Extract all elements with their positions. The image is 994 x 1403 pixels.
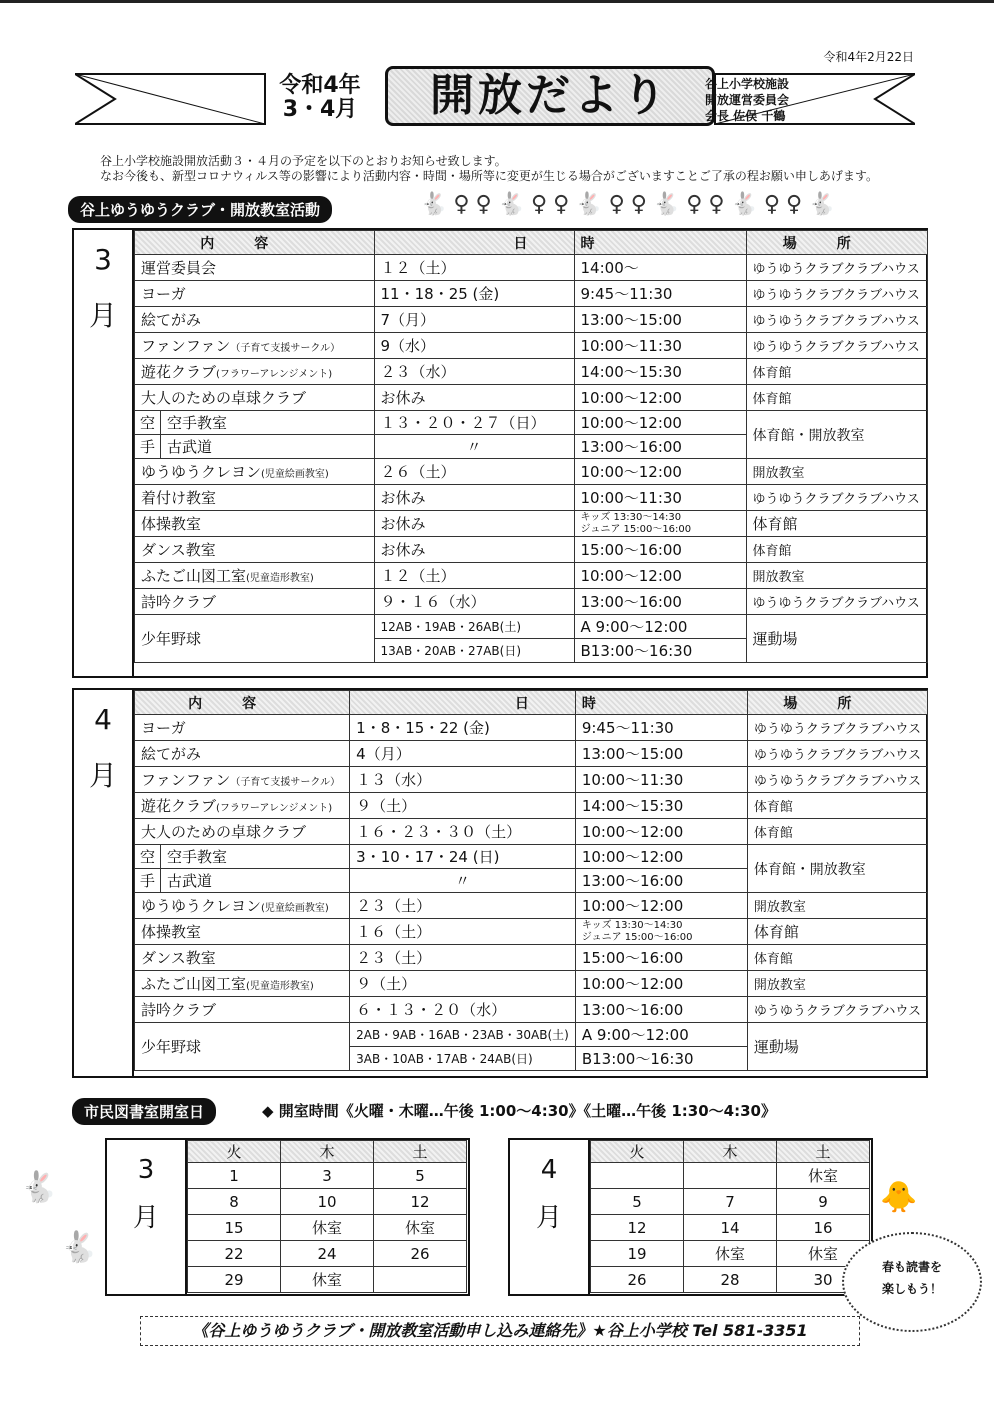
table-row — [135, 819, 928, 845]
activity-name — [135, 741, 350, 767]
calendar-cell: 休室 — [281, 1215, 374, 1241]
activity-time: 10:00～12:00 — [574, 563, 746, 589]
activity-title: ふたご山図工室 — [141, 567, 247, 585]
table-row — [135, 485, 928, 511]
activity-date: 〃 — [350, 869, 576, 893]
activity-time: A 9:00～12:00 — [575, 1023, 747, 1047]
activity-title: ヨーガ — [141, 285, 186, 303]
activity-time: 10:00～12:00 — [574, 459, 746, 485]
activity-name — [135, 793, 350, 819]
table-row — [135, 459, 928, 485]
activity-name — [135, 333, 375, 359]
karate-char: 空 — [135, 411, 161, 435]
activity-time: 10:00～12:00 — [574, 385, 746, 411]
activity-subtitle: (フラワーアレンジメント) — [216, 369, 333, 380]
rabbit-icon-row: 🐇♀♀🐇♀♀🐇♀♀🐇♀♀🐇♀♀🐇 — [420, 192, 842, 217]
org-line: 会長 佐俣 千鶴 — [705, 109, 786, 123]
activity-time: 13:00～16:00 — [574, 435, 746, 459]
activity-time: B13:00～16:30 — [574, 639, 746, 663]
table-row — [135, 741, 928, 767]
title-banner — [75, 66, 915, 136]
activity-place: 体育館・開放教室 — [746, 411, 927, 459]
era-label — [265, 74, 375, 122]
schedule-table — [134, 230, 928, 663]
table-row — [135, 1023, 928, 1047]
month-label — [510, 1140, 590, 1294]
library-march — [105, 1138, 470, 1296]
activity-title: ヨーガ — [141, 719, 186, 737]
activity-date: 13AB・20AB・27AB(日) — [374, 639, 574, 663]
activity-time: 10:00～12:00 — [575, 971, 747, 997]
activity-time: 10:00～12:00 — [575, 845, 747, 869]
activity-date: お休み — [374, 511, 574, 537]
table-row — [135, 333, 928, 359]
day-header: 土 — [374, 1141, 467, 1163]
calendar-cell: 5 — [591, 1189, 684, 1215]
activity-time: 10:00～11:30 — [575, 767, 747, 793]
header-time: 時 — [575, 691, 747, 715]
organization — [705, 76, 815, 124]
table-row — [135, 307, 928, 333]
calendar-row — [591, 1215, 870, 1241]
activity-title: ふたご山図工室 — [141, 975, 247, 993]
activity-name — [135, 485, 375, 511]
activity-place: ゆうゆうクラブクラブハウス — [746, 255, 927, 281]
intro-line: 谷上小学校施設開放活動３・４月の予定を以下のとおりお知らせ致します。 — [100, 154, 507, 168]
activity-place: ゆうゆうクラブクラブハウス — [747, 715, 927, 741]
calendar-row — [188, 1267, 467, 1293]
calendar-row — [188, 1241, 467, 1267]
activity-title: 遊花クラブ — [141, 797, 217, 815]
table-row — [135, 359, 928, 385]
activity-name — [135, 971, 350, 997]
calendar-cell: 休室 — [281, 1267, 374, 1293]
day-header: 火 — [591, 1141, 684, 1163]
table-row — [135, 563, 928, 589]
karate-char: 手 — [135, 435, 161, 459]
activity-time: 10:00～11:30 — [574, 485, 746, 511]
karate-char: 手 — [135, 869, 161, 893]
activity-date: 12AB・19AB・26AB(土) — [374, 615, 574, 639]
section-title: 谷上ゆうゆうクラブ・開放教室活動 — [68, 196, 332, 223]
time-junior: ジュニア 15:00～16:00 — [581, 931, 693, 943]
calendar-cell: 26 — [374, 1241, 467, 1267]
month-number: 4 — [94, 703, 112, 736]
calendar-cell: 9 — [777, 1189, 870, 1215]
header-place: 場所 — [746, 231, 927, 255]
activity-name — [135, 537, 375, 563]
calendar-cell: 10 — [281, 1189, 374, 1215]
activity-place: 開放教室 — [746, 459, 927, 485]
calendar-cell: 休室 — [777, 1163, 870, 1189]
activity-title: 詩吟クラブ — [141, 1001, 217, 1019]
era-year: 令和4年 — [279, 73, 361, 98]
month-number: 3 — [94, 243, 112, 276]
month-number: 3 — [137, 1155, 155, 1185]
activity-date: 9（水） — [374, 333, 574, 359]
karate-char: 空 — [135, 845, 161, 869]
header-content: 内容 — [135, 691, 350, 715]
activity-time: 10:00～12:00 — [575, 819, 747, 845]
activity-place: ゆうゆうクラブクラブハウス — [747, 767, 927, 793]
activity-place: 体育館 — [747, 793, 927, 819]
activity-place: ゆうゆうクラブクラブハウス — [747, 741, 927, 767]
calendar-row — [591, 1163, 870, 1189]
activity-place: 開放教室 — [747, 893, 927, 919]
day-header-row — [188, 1141, 467, 1163]
intro-line: なお今後も、新型コロナウィルス等の影響により活動内容・時間・場所等に変更が生じる場合がございますことご了承の程お願い申しあげます。 — [100, 169, 878, 183]
activity-name — [135, 359, 375, 385]
activity-place: 体育館 — [747, 945, 927, 971]
calendar-cell — [684, 1163, 777, 1189]
activity-title: 大人のための卓球クラブ — [141, 823, 307, 841]
activity-date: ６・１３・２０（水） — [350, 997, 576, 1023]
activity-time: 15:00～16:00 — [575, 945, 747, 971]
day-header: 木 — [684, 1141, 777, 1163]
activity-place: 体育館 — [746, 537, 927, 563]
activity-date: 〃 — [374, 435, 574, 459]
month-char: 月 — [88, 759, 117, 792]
activity-date: お休み — [374, 537, 574, 563]
activity-name — [135, 563, 375, 589]
calendar-cell — [591, 1163, 684, 1189]
table-row — [135, 919, 928, 945]
activity-subtitle: （子育て支援サークル） — [230, 777, 341, 788]
activity-date: 3・10・17・24 (日) — [350, 845, 576, 869]
time-junior: ジュニア 15:00～16:00 — [580, 523, 692, 535]
activity-title: 運営委員会 — [141, 259, 217, 277]
calendar-cell: 休室 — [777, 1241, 870, 1267]
bubble-line: 春も読書を — [881, 1260, 942, 1274]
activity-place: 運動場 — [747, 1023, 927, 1071]
month-label — [107, 1140, 187, 1294]
activity-time: 14:00～15:30 — [574, 359, 746, 385]
month-char: 月 — [88, 299, 117, 332]
activity-time: 9:45～11:30 — [574, 281, 746, 307]
activity-time: 13:00～15:00 — [574, 307, 746, 333]
activity-name — [135, 281, 375, 307]
activity-date: 3AB・10AB・17AB・24AB(日) — [350, 1047, 576, 1071]
calendar-cell: 5 — [374, 1163, 467, 1189]
activity-place: 運動場 — [746, 615, 927, 663]
activity-time: 14:00～ — [574, 255, 746, 281]
calendar-cell: 3 — [281, 1163, 374, 1189]
activity-date: １６（土） — [350, 919, 576, 945]
calendar-cell: 14 — [684, 1215, 777, 1241]
reading-bubble — [842, 1232, 982, 1332]
activity-date: １３（水） — [350, 767, 576, 793]
activity-title: 大人のための卓球クラブ — [141, 389, 307, 407]
activity-place: 開放教室 — [747, 971, 927, 997]
activity-title: ダンス教室 — [141, 949, 216, 967]
rabbit-icon: 🐇 — [60, 1230, 98, 1265]
table-row — [135, 411, 928, 435]
activity-time: 13:00～16:00 — [574, 589, 746, 615]
table-row — [135, 945, 928, 971]
table-row — [135, 793, 928, 819]
activity-name: 古武道 — [161, 435, 375, 459]
activity-title: ゆうゆうクレヨン — [141, 897, 262, 915]
time-kids: キッズ 13:30～14:30 — [581, 919, 683, 931]
activity-title: 遊花クラブ — [141, 363, 217, 381]
month-label — [74, 230, 134, 676]
era-months: 3・4月 — [282, 97, 358, 122]
library-calendar — [590, 1140, 870, 1293]
activity-title: ファンファン — [141, 771, 231, 789]
activity-date: ９（土） — [350, 793, 576, 819]
calendar-cell: 22 — [188, 1241, 281, 1267]
library-april — [508, 1138, 873, 1296]
calendar-cell: 19 — [591, 1241, 684, 1267]
april-schedule — [72, 688, 928, 1078]
activity-time: 13:00～16:00 — [575, 869, 747, 893]
activity-name: 体操教室 — [135, 919, 350, 945]
activity-place: ゆうゆうクラブクラブハウス — [746, 307, 927, 333]
activity-time: 15:00～16:00 — [574, 537, 746, 563]
activity-date: ２３（水） — [374, 359, 574, 385]
activity-name: 少年野球 — [135, 1023, 350, 1071]
header-row — [135, 691, 928, 715]
activity-title: ファンファン — [141, 337, 231, 355]
activity-name: 空手教室 — [161, 411, 375, 435]
calendar-cell: 12 — [374, 1189, 467, 1215]
activity-place: 体育館 — [747, 819, 927, 845]
table-row — [135, 385, 928, 411]
calendar-row — [188, 1215, 467, 1241]
activity-subtitle: (児童造形教室) — [246, 981, 314, 992]
activity-time: 13:00～15:00 — [575, 741, 747, 767]
activity-place: 体育館 — [746, 359, 927, 385]
bubble-line: 楽しもう！ — [881, 1282, 942, 1296]
calendar-cell: 29 — [188, 1267, 281, 1293]
activity-subtitle: (フラワーアレンジメント) — [216, 803, 333, 814]
activity-place: ゆうゆうクラブクラブハウス — [747, 997, 927, 1023]
activity-name — [135, 819, 350, 845]
activity-date: 11・18・25 (金) — [374, 281, 574, 307]
org-line: 谷上小学校施設 — [705, 77, 790, 91]
header-date: 日 — [374, 231, 574, 255]
activity-date: １６・２３・３０（土） — [350, 819, 576, 845]
activity-name — [135, 997, 350, 1023]
calendar-cell: 28 — [684, 1267, 777, 1293]
day-header-row — [591, 1141, 870, 1163]
activity-time: 10:00～12:00 — [574, 411, 746, 435]
table-row — [135, 537, 928, 563]
activity-date: 7（月） — [374, 307, 574, 333]
issue-date: 令和4年2月22日 — [823, 50, 914, 64]
activity-title: ゆうゆうクレヨン — [141, 463, 262, 481]
header-time: 時 — [574, 231, 746, 255]
activity-name — [135, 385, 375, 411]
activity-time: 13:00～16:00 — [575, 997, 747, 1023]
calendar-row — [591, 1241, 870, 1267]
day-header: 木 — [281, 1141, 374, 1163]
activity-name: 古武道 — [161, 869, 350, 893]
calendar-cell: 15 — [188, 1215, 281, 1241]
activity-date: ９（土） — [350, 971, 576, 997]
month-char: 月 — [535, 1203, 562, 1233]
activity-name — [135, 945, 350, 971]
activity-place: ゆうゆうクラブクラブハウス — [746, 485, 927, 511]
header-place: 場所 — [747, 691, 927, 715]
library-title: 市民図書室開室日 — [72, 1098, 216, 1125]
table-row — [135, 715, 928, 741]
calendar-cell — [374, 1267, 467, 1293]
activity-title: 絵てがみ — [141, 745, 202, 763]
activity-place: 体育館 — [746, 511, 927, 537]
table-row — [135, 845, 928, 869]
calendar-row — [188, 1163, 467, 1189]
activity-time: 10:00～12:00 — [575, 893, 747, 919]
activity-time — [574, 511, 746, 537]
activity-subtitle: (児童造形教室) — [246, 573, 314, 584]
activity-time: 10:00～11:30 — [574, 333, 746, 359]
activity-date: ２６（土） — [374, 459, 574, 485]
activity-date: １２（土） — [374, 255, 574, 281]
activity-title: 詩吟クラブ — [141, 593, 217, 611]
calendar-cell: 休室 — [374, 1215, 467, 1241]
library-hours: ◆ 開室時間《火曜・木曜…午後 1:00～4:30》《土曜…午後 1:30～4:30》 — [262, 1102, 776, 1120]
calendar-cell: 24 — [281, 1241, 374, 1267]
time-kids: キッズ 13:30～14:30 — [580, 511, 682, 523]
activity-date: １３・２０・２７（日） — [374, 411, 574, 435]
month-number: 4 — [540, 1155, 558, 1185]
activity-subtitle: (児童絵画教室) — [261, 903, 329, 914]
activity-place: 体育館 — [746, 385, 927, 411]
month-label — [74, 690, 134, 1076]
calendar-row — [591, 1189, 870, 1215]
activity-date: お休み — [374, 485, 574, 511]
calendar-cell: 1 — [188, 1163, 281, 1189]
activity-title: 着付け教室 — [141, 489, 217, 507]
day-header: 火 — [188, 1141, 281, 1163]
activity-name: 少年野球 — [135, 615, 375, 663]
activity-subtitle: (児童絵画教室) — [261, 469, 329, 480]
activity-time: A 9:00～12:00 — [574, 615, 746, 639]
activity-time — [575, 919, 747, 945]
month-char: 月 — [132, 1203, 159, 1233]
header-content: 内容 — [135, 231, 375, 255]
library-calendar — [187, 1140, 467, 1293]
activity-name: 体操教室 — [135, 511, 375, 537]
activity-date: お休み — [374, 385, 574, 411]
activity-subtitle: （子育て支援サークル） — [230, 343, 341, 354]
calendar-cell: 30 — [777, 1267, 870, 1293]
activity-name: 空手教室 — [161, 845, 350, 869]
contact-footer: 《谷上ゆうゆうクラブ・開放教室活動申し込み連絡先》★谷上小学校 Tel 581-3351 — [140, 1316, 860, 1346]
top-border — [0, 0, 994, 3]
calendar-cell: 12 — [591, 1215, 684, 1241]
calendar-cell: 16 — [777, 1215, 870, 1241]
intro-text — [100, 154, 878, 184]
calendar-cell: 7 — [684, 1189, 777, 1215]
activity-name — [135, 715, 350, 741]
table-row — [135, 255, 928, 281]
table-row — [135, 767, 928, 793]
org-line: 開放運営委員会 — [705, 93, 790, 107]
activity-place: 開放教室 — [746, 563, 927, 589]
header-row — [135, 231, 928, 255]
activity-date: 1・8・15・22 (金) — [350, 715, 576, 741]
activity-name — [135, 767, 350, 793]
chick-icon: 🐥 — [880, 1180, 918, 1215]
table-row — [135, 971, 928, 997]
table-row — [135, 615, 928, 639]
activity-title: 絵てがみ — [141, 311, 202, 329]
page-title: 開放だより — [385, 66, 715, 126]
activity-name — [135, 589, 375, 615]
activity-date: 2AB・9AB・16AB・23AB・30AB(土) — [350, 1023, 576, 1047]
table-row — [135, 281, 928, 307]
activity-time: 9:45～11:30 — [575, 715, 747, 741]
activity-date: ２３（土） — [350, 893, 576, 919]
schedule-table — [134, 690, 928, 1071]
calendar-row — [591, 1267, 870, 1293]
calendar-cell: 8 — [188, 1189, 281, 1215]
activity-place: ゆうゆうクラブクラブハウス — [746, 589, 927, 615]
activity-date: １２（土） — [374, 563, 574, 589]
rabbit-icon: 🐇 — [20, 1170, 58, 1205]
activity-name — [135, 255, 375, 281]
table-row — [135, 511, 928, 537]
activity-place: ゆうゆうクラブクラブハウス — [746, 281, 927, 307]
activity-place: ゆうゆうクラブクラブハウス — [746, 333, 927, 359]
activity-time: 14:00～15:30 — [575, 793, 747, 819]
calendar-row — [188, 1189, 467, 1215]
calendar-cell: 休室 — [684, 1241, 777, 1267]
activity-name — [135, 307, 375, 333]
activity-title: ダンス教室 — [141, 541, 216, 559]
header-date: 日 — [350, 691, 576, 715]
table-row — [135, 589, 928, 615]
activity-date: 4（月） — [350, 741, 576, 767]
activity-name — [135, 893, 350, 919]
table-row — [135, 893, 928, 919]
calendar-cell: 26 — [591, 1267, 684, 1293]
activity-place: 体育館 — [747, 919, 927, 945]
activity-time: B13:00～16:30 — [575, 1047, 747, 1071]
activity-date: ９・１６（水） — [374, 589, 574, 615]
activity-name — [135, 459, 375, 485]
day-header: 土 — [777, 1141, 870, 1163]
march-schedule — [72, 228, 928, 678]
activity-place: 体育館・開放教室 — [747, 845, 927, 893]
table-row — [135, 997, 928, 1023]
activity-date: ２３（土） — [350, 945, 576, 971]
